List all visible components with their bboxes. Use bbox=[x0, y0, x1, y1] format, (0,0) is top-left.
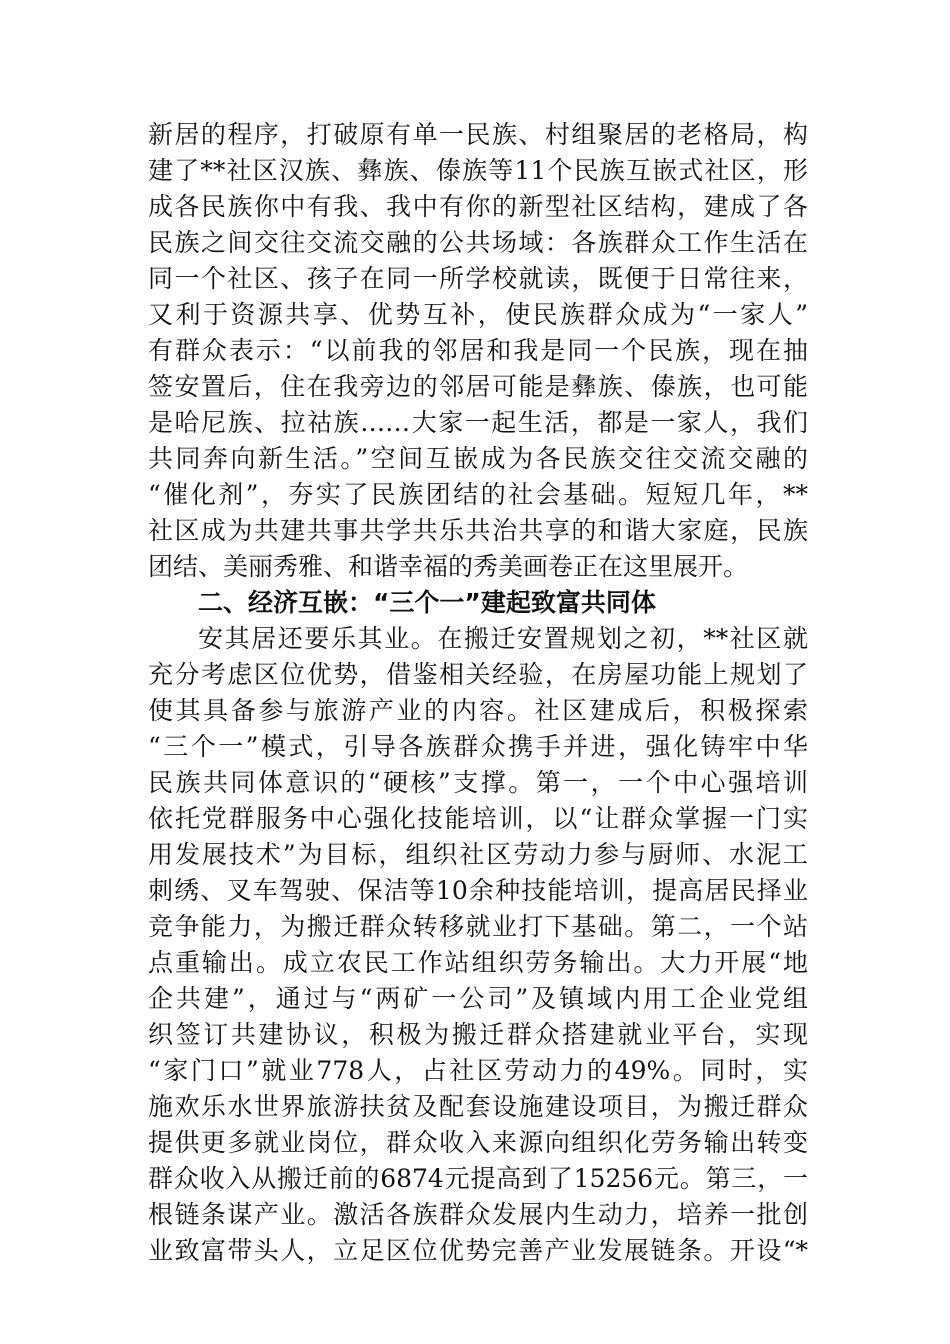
text-line: 民族共同体意识的“硬核”支撑。第一，一个中心强培训 bbox=[148, 768, 808, 797]
text-line: 是哈尼族、拉祜族……大家一起生活，都是一家人，我们 bbox=[148, 408, 808, 437]
text-line: 点重输出。成立农民工作站组织劳务输出。大力开展“地 bbox=[148, 948, 808, 977]
text-line: 民族之间交往交流交融的公共场域：各族群众工作生活在 bbox=[148, 228, 808, 257]
text-line: 使其具备参与旅游产业的内容。社区建成后，积极探索 bbox=[148, 696, 808, 725]
text-line: 社区成为共建共事共学共乐共治共享的和谐大家庭，民族 bbox=[148, 516, 808, 545]
text-line: 群众收入从搬迁前的6874元提高到了15256元。第三，一 bbox=[148, 1164, 808, 1193]
text-line: 企共建”，通过与“两矿一公司”及镇域内用工企业党组 bbox=[148, 984, 808, 1013]
text-line: “三个一”模式，引导各族群众携手并进，强化铸牢中华 bbox=[148, 732, 808, 761]
text-line: 根链条谋产业。激活各族群众发展内生动力，培养一批创 bbox=[148, 1200, 808, 1229]
text-line: 安其居还要乐其业。在搬迁安置规划之初，**社区就 bbox=[198, 624, 808, 653]
text-line: 同一个社区、孩子在同一所学校就读，既便于日常往来， bbox=[148, 264, 808, 293]
text-line: 用发展技术”为目标，组织社区劳动力参与厨师、水泥工 bbox=[148, 840, 808, 869]
text-line: 成各民族你中有我、我中有你的新型社区结构，建成了各 bbox=[148, 192, 808, 221]
text-line: 团结、美丽秀雅、和谐幸福的秀美画卷正在这里展开。 bbox=[148, 552, 749, 581]
text-line: 织签订共建协议，积极为搬迁群众搭建就业平台，实现 bbox=[148, 1020, 808, 1049]
text-line: 刺绣、叉车驾驶、保洁等10余种技能培训，提高居民择业 bbox=[148, 876, 808, 905]
text-line: 提供更多就业岗位，群众收入来源向组织化劳务输出转变 bbox=[148, 1128, 808, 1157]
text-line: 依托党群服务中心强化技能培训，以“让群众掌握一门实 bbox=[148, 804, 808, 833]
text-line: 建了**社区汉族、彝族、傣族等11个民族互嵌式社区，形 bbox=[148, 156, 808, 185]
text-line: 业致富带头人，立足区位优势完善产业发展链条。开设“* bbox=[148, 1236, 808, 1265]
text-line: 竞争能力，为搬迁群众转移就业打下基础。第二，一个站 bbox=[148, 912, 808, 941]
section-heading: 二、经济互嵌：“三个一”建起致富共同体 bbox=[198, 588, 656, 617]
text-line: “催化剂”，夯实了民族团结的社会基础。短短几年，** bbox=[148, 480, 808, 509]
text-line: 新居的程序，打破原有单一民族、村组聚居的老格局，构 bbox=[148, 120, 808, 149]
text-line: 充分考虑区位优势，借鉴相关经验，在房屋功能上规划了 bbox=[148, 660, 808, 689]
text-line: 又利于资源共享、优势互补，使民族群众成为“一家人” bbox=[148, 300, 808, 329]
text-line: 共同奔向新生活。”空间互嵌成为各民族交往交流交融的 bbox=[148, 444, 808, 473]
text-line: 施欢乐水世界旅游扶贫及配套设施建设项目，为搬迁群众 bbox=[148, 1092, 808, 1121]
text-line: 签安置后，住在我旁边的邻居可能是彝族、傣族，也可能 bbox=[148, 372, 808, 401]
text-line: 有群众表示：“以前我的邻居和我是同一个民族，现在抽 bbox=[148, 336, 808, 365]
text-line: “家门口”就业778人，占社区劳动力的49%。同时，实 bbox=[148, 1056, 808, 1085]
